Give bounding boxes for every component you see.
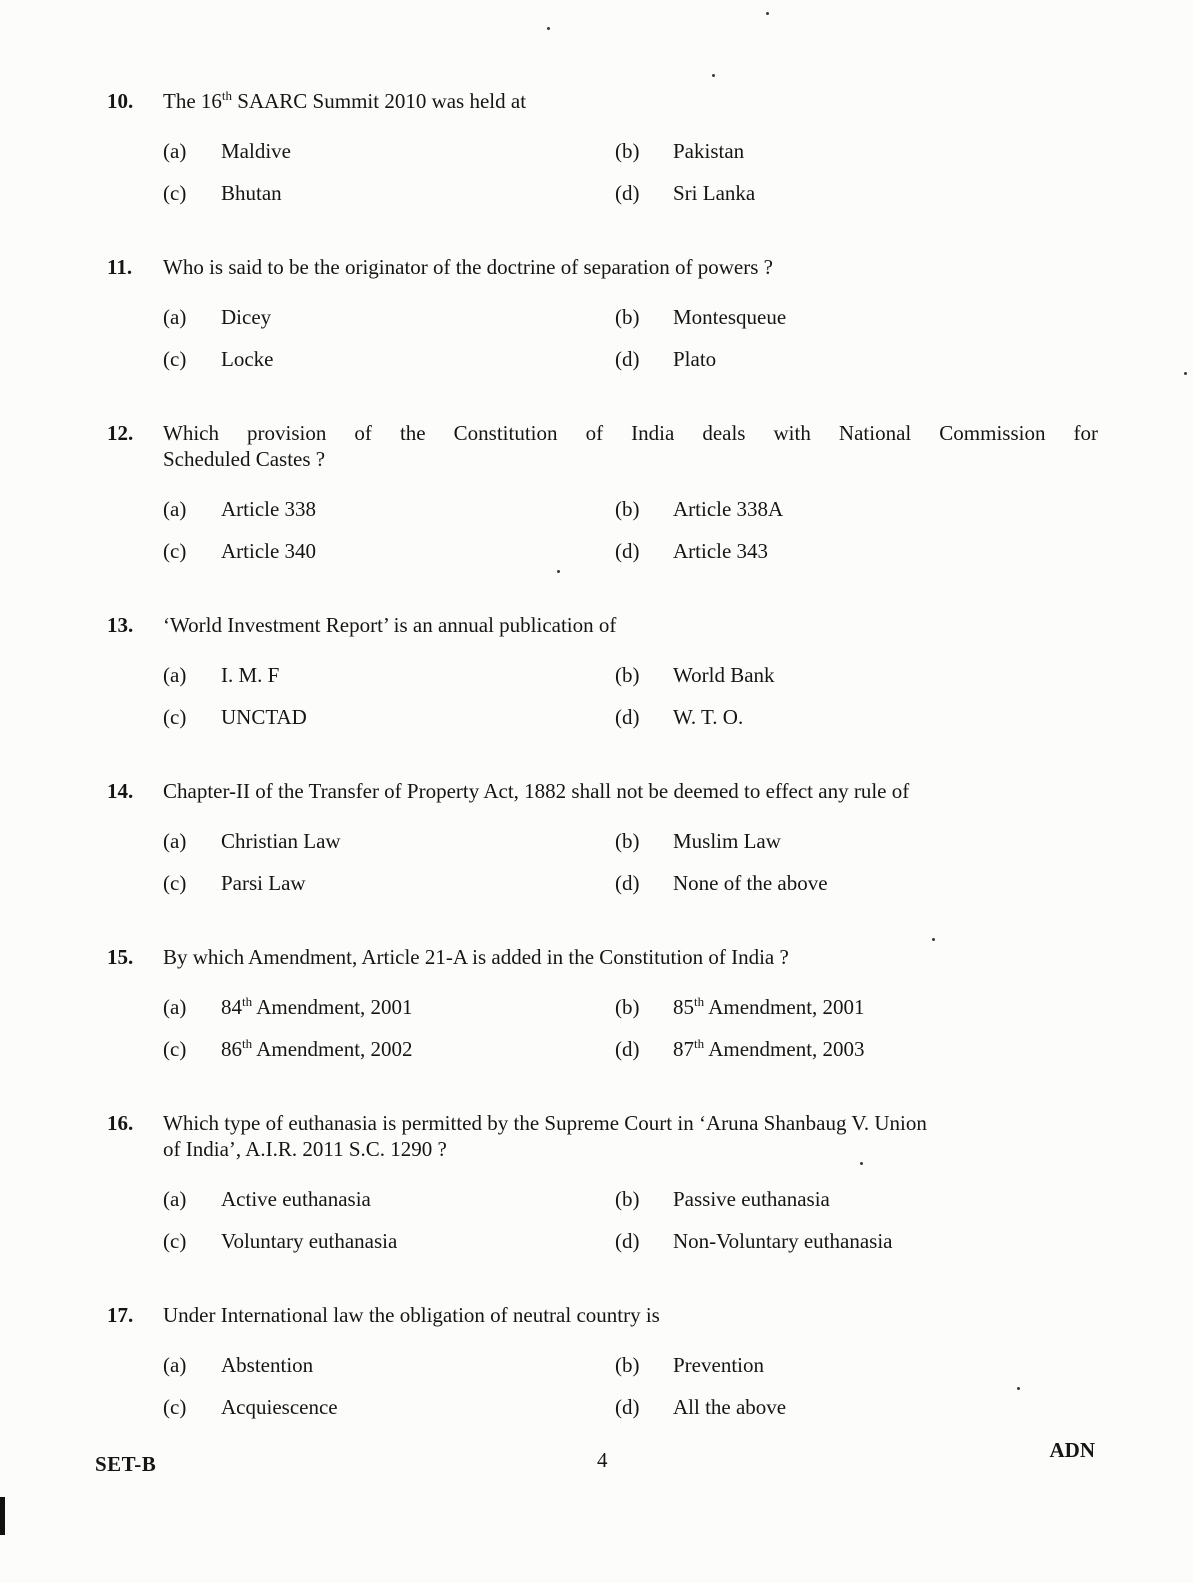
option-text: Sri Lanka [673, 181, 756, 205]
option-letter: (d) [615, 539, 640, 563]
option-text: Christian Law [221, 829, 341, 853]
option-letter: (a) [163, 1353, 187, 1377]
options [163, 304, 1098, 372]
option-d [615, 704, 1098, 730]
scan-speck [932, 938, 935, 941]
question-17 [107, 1302, 1098, 1420]
option-text: None of the above [673, 871, 828, 895]
option-text: Article 338 [221, 497, 317, 521]
question-number: 16. [107, 1111, 134, 1135]
option-c [163, 346, 615, 372]
footer-code: ADN [1049, 1438, 1095, 1462]
option-letter: (c) [163, 539, 187, 563]
question-text: Under International law the obligation of neutral country is [163, 1303, 660, 1327]
option-text: 86th Amendment, 2002 [221, 1036, 413, 1061]
options [163, 138, 1098, 206]
question-14 [107, 778, 1098, 896]
superscript: th [242, 994, 253, 1009]
option-c [163, 1394, 615, 1420]
question-text: By which Amendment, Article 21-A is added in the Constitution of India ? [163, 945, 789, 969]
option-d [615, 870, 1098, 896]
question-number: 12. [107, 421, 134, 445]
option-d [615, 346, 1098, 372]
option-a [163, 138, 615, 164]
options [163, 828, 1098, 896]
question-15 [107, 944, 1098, 1062]
question-number: 17. [107, 1303, 134, 1327]
option-letter: (b) [615, 829, 640, 853]
option-d [615, 1228, 1098, 1254]
question-line-2: of India’, A.I.R. 2011 S.C. 1290 ? [163, 1137, 447, 1161]
scan-edge-mark [0, 1497, 5, 1535]
option-letter: (a) [163, 829, 187, 853]
option-letter: (b) [615, 663, 640, 687]
option-text: UNCTAD [221, 705, 307, 729]
question-line-1: Which provision of the Constitution of India deals with National Commission for [163, 421, 1098, 445]
option-letter: (b) [615, 305, 640, 329]
option-text: Article 340 [221, 539, 317, 563]
scan-speck [1184, 372, 1187, 375]
option-text: Dicey [221, 305, 272, 329]
option-letter: (b) [615, 1353, 640, 1377]
option-letter: (a) [163, 1187, 187, 1211]
option-c [163, 538, 615, 564]
option-text: Acquiescence [221, 1395, 338, 1419]
option-c [163, 1036, 615, 1062]
option-c [163, 870, 615, 896]
option-text: Voluntary euthanasia [221, 1229, 398, 1253]
question-number: 14. [107, 779, 134, 803]
scan-speck [557, 570, 560, 573]
option-a [163, 1352, 615, 1378]
question-10 [107, 88, 1098, 206]
option-b [615, 1352, 1098, 1378]
option-letter: (a) [163, 663, 187, 687]
question-16 [107, 1110, 1098, 1254]
option-b [615, 1186, 1098, 1212]
option-text: World Bank [673, 663, 775, 687]
option-text: Non-Voluntary euthanasia [673, 1229, 893, 1253]
options [163, 496, 1098, 564]
option-letter: (d) [615, 1229, 640, 1253]
option-text: Locke [221, 347, 274, 371]
option-text: All the above [673, 1395, 787, 1419]
scan-speck [860, 1162, 863, 1165]
option-a [163, 828, 615, 854]
superscript: th [221, 88, 233, 103]
scan-speck [766, 12, 769, 15]
options [163, 1186, 1098, 1254]
option-letter: (c) [163, 347, 187, 371]
option-letter: (a) [163, 139, 187, 163]
option-letter: (d) [615, 347, 640, 371]
question-number: 13. [107, 613, 134, 637]
option-letter: (d) [615, 871, 640, 895]
option-d [615, 538, 1098, 564]
option-text: Montesqueue [673, 305, 787, 329]
question-13 [107, 612, 1098, 730]
option-letter: (c) [163, 1037, 187, 1061]
question-number: 11. [107, 255, 133, 279]
option-letter: (b) [615, 995, 640, 1019]
option-text: Pakistan [673, 139, 745, 163]
option-text: Article 343 [673, 539, 769, 563]
option-b [615, 828, 1098, 854]
question-line-2: Scheduled Castes ? [163, 447, 326, 471]
question-text: Who is said to be the originator of the doctrine of separation of powers ? [163, 255, 773, 279]
option-letter: (b) [615, 139, 640, 163]
option-letter: (c) [163, 181, 187, 205]
option-text: Bhutan [221, 181, 282, 205]
option-text: Maldive [221, 139, 291, 163]
scan-speck [712, 74, 715, 77]
scan-speck [547, 27, 550, 30]
option-d [615, 1036, 1098, 1062]
option-text: Muslim Law [673, 829, 781, 853]
options [163, 1352, 1098, 1420]
option-text: Parsi Law [221, 871, 306, 895]
option-text: Prevention [673, 1353, 764, 1377]
superscript: th [242, 1036, 253, 1051]
option-text: 87th Amendment, 2003 [673, 1036, 865, 1061]
option-c [163, 180, 615, 206]
option-b [615, 304, 1098, 330]
question-number: 10. [107, 89, 134, 113]
option-letter: (c) [163, 871, 187, 895]
options [163, 994, 1098, 1062]
option-a [163, 1186, 615, 1212]
question-list [107, 88, 1098, 1468]
option-b [615, 994, 1098, 1020]
options [163, 662, 1098, 730]
option-c [163, 1228, 615, 1254]
option-letter: (a) [163, 305, 187, 329]
option-d [615, 1394, 1098, 1420]
option-b [615, 138, 1098, 164]
scan-speck [1017, 1387, 1020, 1390]
question-number: 15. [107, 945, 134, 969]
option-text: W. T. O. [673, 705, 744, 729]
option-letter: (c) [163, 1395, 187, 1419]
option-letter: (c) [163, 705, 187, 729]
option-c [163, 704, 615, 730]
option-a [163, 496, 615, 522]
option-letter: (a) [163, 995, 187, 1019]
option-letter: (b) [615, 1187, 640, 1211]
option-b [615, 662, 1098, 688]
option-text: Passive euthanasia [673, 1187, 830, 1211]
option-a [163, 662, 615, 688]
option-letter: (b) [615, 497, 640, 521]
option-letter: (a) [163, 497, 187, 521]
option-text: 84th Amendment, 2001 [221, 994, 413, 1019]
option-b [615, 496, 1098, 522]
option-letter: (d) [615, 181, 640, 205]
option-text: 85th Amendment, 2001 [673, 994, 865, 1019]
option-a [163, 304, 615, 330]
option-text: I. M. F [221, 663, 280, 687]
question-text [163, 1110, 1098, 1162]
option-letter: (d) [615, 1037, 640, 1061]
question-text: Chapter-II of the Transfer of Property Act, 1882 shall not be deemed to effect any rule of [163, 779, 910, 803]
option-text: Plato [673, 347, 717, 371]
footer-page-number: 4 [597, 1448, 608, 1472]
option-text: Article 338A [673, 497, 784, 521]
option-text: Abstention [221, 1353, 314, 1377]
option-letter: (d) [615, 705, 640, 729]
question-11 [107, 254, 1098, 372]
question-text: ‘World Investment Report’ is an annual publication of [163, 613, 617, 637]
option-a [163, 994, 615, 1020]
superscript: th [694, 994, 705, 1009]
question-text: The 16th SAARC Summit 2010 was held at [163, 88, 527, 113]
option-letter: (d) [615, 1395, 640, 1419]
option-text: Active euthanasia [221, 1187, 371, 1211]
question-line-1: Which type of euthanasia is permitted by the Supreme Court in ‘Aruna Shanbaug V. Union [163, 1111, 927, 1135]
option-d [615, 180, 1098, 206]
question-text [163, 420, 1098, 472]
option-letter: (c) [163, 1229, 187, 1253]
superscript: th [694, 1036, 705, 1051]
footer-set-label: SET-B [95, 1452, 157, 1476]
question-12 [107, 420, 1098, 564]
